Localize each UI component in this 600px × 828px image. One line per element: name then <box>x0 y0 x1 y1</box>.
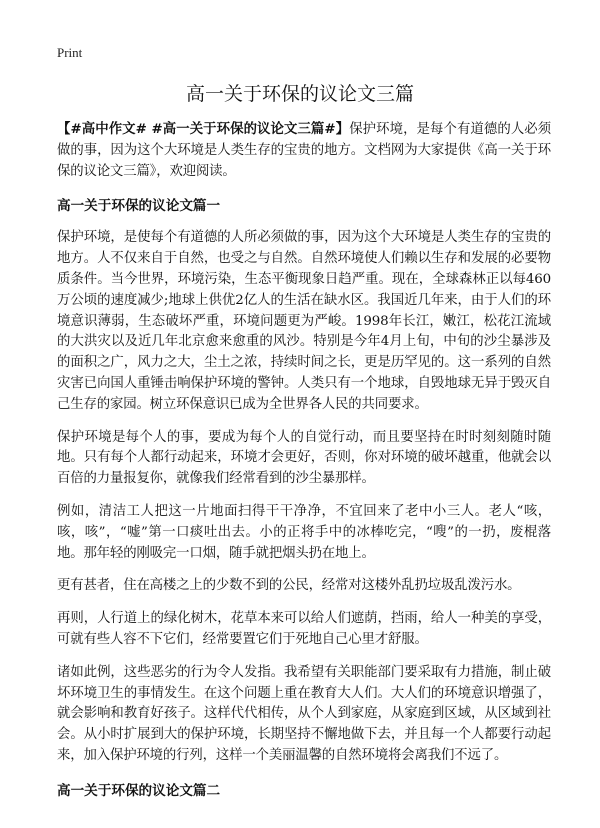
body-paragraph: 诸如此例，这些恶劣的行为令人发指。我希望有关职能部门要采取有力措施，制止破坏环境卫生的事情发生。在这个问题上重在教育大人们。大人们的环境意识增强了，就会影响和教育好孩子。这样代代相传，从个人到家庭，从家庭到区域，从区域到社会。从小时扩展到大的保护环境，长期坚持不懈地做下去，并且每一个人都要行动起来，加入保护环境的行列，这样一个美丽温馨的自然环境将会离我们不远了。 <box>57 664 551 763</box>
print-link[interactable]: Print <box>57 45 83 60</box>
section-heading-2: 高一关于环保的议论文篇二 <box>57 782 221 799</box>
body-paragraph: 更有甚者，住在高楼之上的少数不到的公民，经常对这楼外乱扔垃圾乱泼污水。 <box>57 578 521 594</box>
intro-tag: 【#高中作文# #高一关于环保的议论文三篇#】 <box>57 121 350 137</box>
article-body <box>57 119 551 813</box>
body-paragraph: 例如，清洁工人把这一片地面扫得干干净净，不宜回来了老中小三人。老人“咳，咳，咳”，“嘘”第一口痰吐出去。小的正将手中的冰棒吃完，“嗖”的一扔，废棍落地。那年轻的刚吸完一口烟，随手就把烟头扔在地上。 <box>57 503 551 561</box>
page-title: 高一关于环保的议论文三篇 <box>185 83 414 105</box>
body-paragraph: 保护环境，是使每个有道德的人所必须做的事，因为这个大环境是人类生存的宝贵的地方。人不仅来自于自然，也受之与自然。自然环境使人们赖以生存和发展的必要物质条件。当今世界，环境污染，生态平衡现象日趋严重。现在，全球森林正以每460万公顷的速度减少;地球上供优2亿人的生活在缺水区。我国近几年来，由于人们的环境意识薄弱，生态破坏严重，环境问题更为严峻。1998年长江，嫩江，松花江流域的大洪灾以及近几年北京愈来愈重的风沙。特别是今年4月上旬，中旬的沙尘暴涉及的面积之广，风力之大，尘土之浓，持续时间之长，更是历罕见的。这一系列的自然灾害已向国人重锤击响保护环境的警钟。人类只有一个地球，自毁地球无异于毁灭自己生存的家园。树立环保意识已成为全世界各人民的共同要求。 <box>57 230 551 412</box>
body-paragraph: 保护环境是每个人的事，要成为每个人的自觉行动，而且要坚持在时时刻刻随时随地。只有每个人都行动起来，环境才会更好，否则，你对环境的破坏越重，他就会以百倍的力量报复你，就像我们经常看到的沙尘暴那样。 <box>57 429 551 487</box>
intro-text: 保护环境，是每个有道德的人必须做的事，因为这个大环境是人类生存的宝贵的地方。文档网为大家提供《高一关于环保的议论文三篇》，欢迎阅读。 <box>57 122 552 179</box>
body-paragraph: 再则，人行道上的绿化树木，花草本来可以给人们遮荫，挡雨，给人一种美的享受，可就有些人容不下它们，经常要置它们于死地自己心里才舒服。 <box>57 611 551 647</box>
intro-paragraph <box>57 119 551 182</box>
section-heading-1: 高一关于环保的议论文篇一 <box>57 198 221 215</box>
